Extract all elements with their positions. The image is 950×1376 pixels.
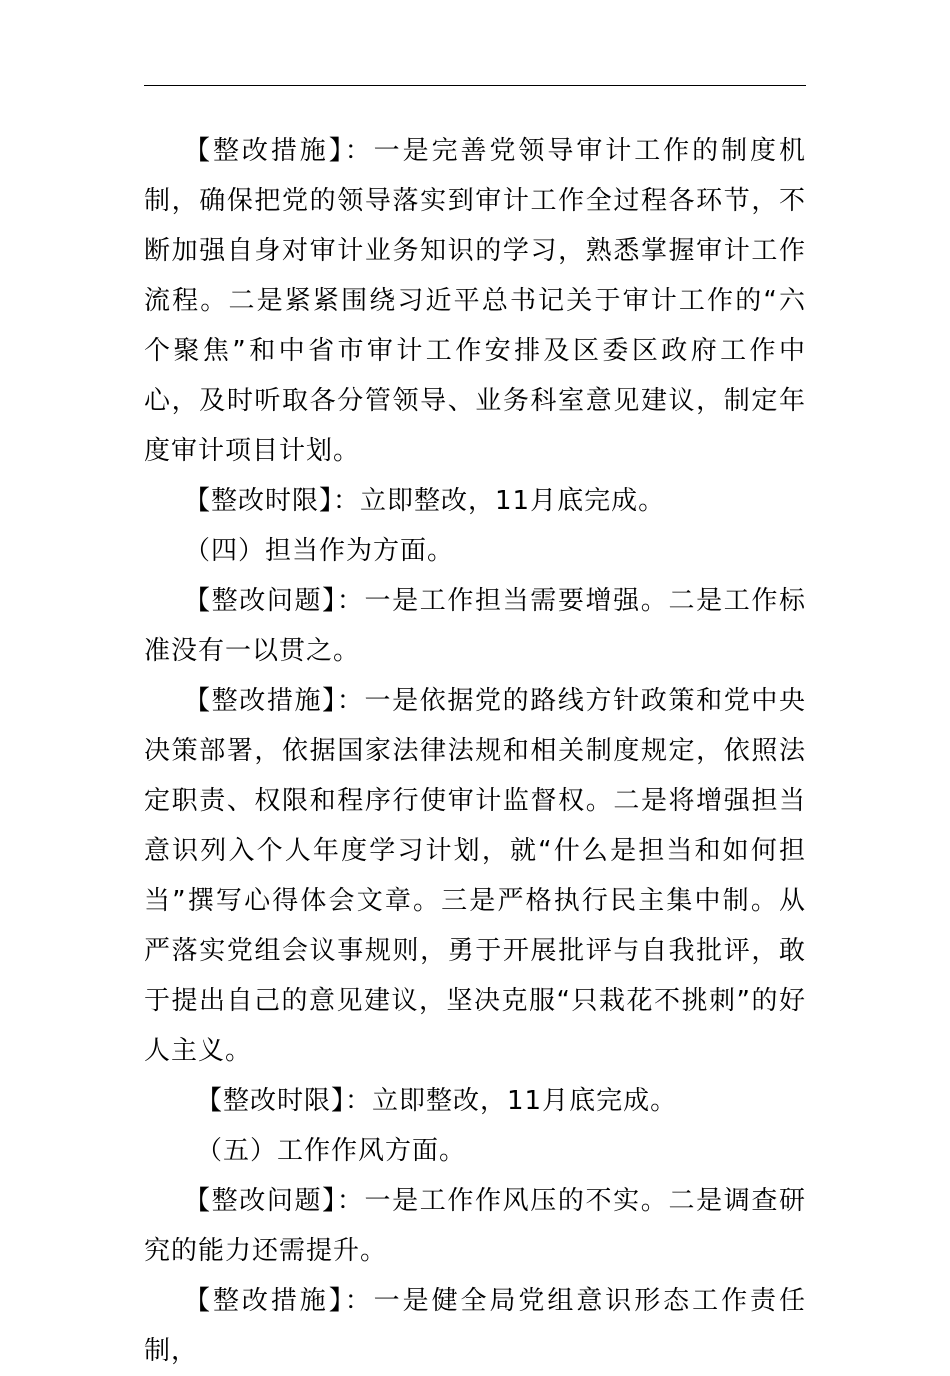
paragraph-rectification-measures: 【整改措施】：一是健全局党组意识形态工作责任制，	[144, 1286, 806, 1366]
paragraph-rectification-issues: 【整改问题】：一是工作作风压的不实。二是调查研究的能力还需提升。	[144, 1186, 806, 1266]
section-heading-responsibility: （四）担当作为方面。	[184, 536, 455, 566]
section-heading-work-style: （五）工作作风方面。	[196, 1136, 467, 1166]
paragraph-rectification-deadline: 【整改时限】：立即整改，11月底完成。	[184, 486, 666, 516]
document-body	[144, 126, 806, 1376]
paragraph-rectification-deadline: 【整改时限】：立即整改，11月底完成。	[196, 1086, 678, 1116]
paragraph-rectification-measures: 【整改措施】：一是依据党的路线方针政策和党中央决策部署，依据国家法律法规和相关制度规定，依照法定职责、权限和程序行使审计监督权。二是将增强担当意识列入个人年度学习计划，就“什么是担当和如何担当”撰写心得体会文章。三是严格执行民主集中制。从严落实党组会议事规则，勇于开展批评与自我批评，敢于提出自己的意见建议，坚决克服“只栽花不挑刺”的好人主义。	[144, 686, 806, 1066]
paragraph-rectification-issues: 【整改问题】：一是工作担当需要增强。二是工作标准没有一以贯之。	[144, 586, 806, 666]
paragraph-rectification-measures: 【整改措施】：一是完善党领导审计工作的制度机制，确保把党的领导落实到审计工作全过程各环节，不断加强自身对审计业务知识的学习，熟悉掌握审计工作流程。二是紧紧围绕习近平总书记关于审计工作的“六个聚焦”和中省市审计工作安排及区委区政府工作中心，及时听取各分管领导、业务科室意见建议，制定年度审计项目计划。	[144, 136, 806, 466]
header-rule	[144, 85, 806, 86]
